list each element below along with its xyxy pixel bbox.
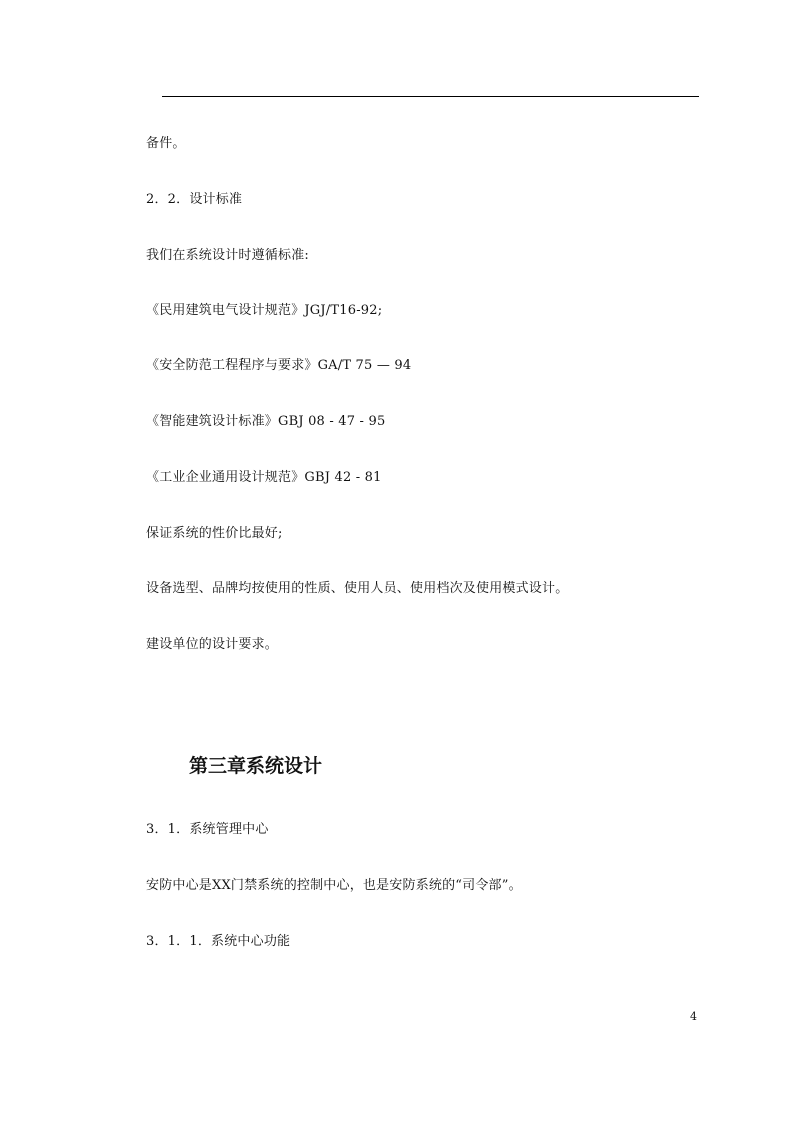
paragraph: 备件。 [146, 136, 186, 151]
standard-item: 《智能建筑设计标准》GBJ 08 - 47 - 95 [146, 414, 386, 429]
header-rule [162, 96, 699, 97]
paragraph: 保证系统的性价比最好; [146, 526, 283, 541]
paragraph: 建设单位的设计要求。 [146, 637, 279, 652]
section-heading: 2．2．设计标准 [146, 192, 243, 207]
standard-item: 《工业企业通用设计规范》GBJ 42 - 81 [146, 470, 382, 485]
paragraph: 我们在系统设计时遵循标准: [146, 248, 309, 263]
section-heading: 3．1．1．系统中心功能 [146, 934, 291, 949]
standard-item: 《民用建筑电气设计规范》JGJ/T16-92; [146, 303, 383, 318]
standard-item: 《安全防范工程程序与要求》GA/T 75 — 94 [146, 358, 412, 373]
chapter-title: 第三章系统设计 [189, 755, 323, 777]
paragraph: 设备选型、品牌均按使用的性质、使用人员、使用档次及使用模式设计。 [146, 581, 569, 596]
paragraph: 安防中心是XX门禁系统的控制中心，也是安防系统的“司令部”。 [146, 878, 522, 893]
section-heading: 3．1．系统管理中心 [146, 822, 269, 837]
page-number: 4 [690, 1010, 697, 1023]
